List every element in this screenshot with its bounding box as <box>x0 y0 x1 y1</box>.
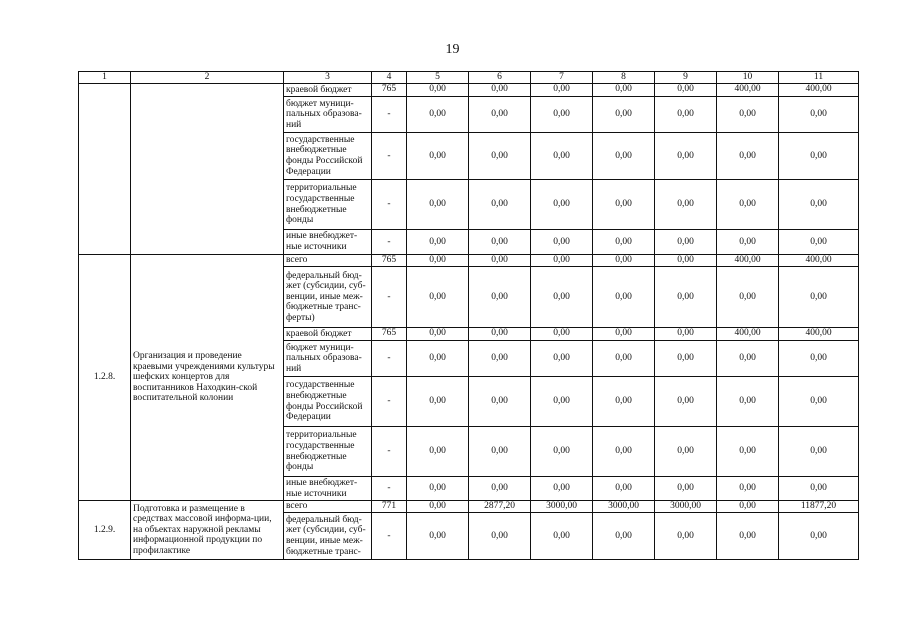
amount-cell: 0,00 <box>717 501 779 513</box>
amount-cell: 0,00 <box>655 255 717 267</box>
funding-source: бюджет муници-пальных образова-ний <box>284 97 372 133</box>
amount-cell: 400,00 <box>779 84 859 97</box>
amount-cell: 0,00 <box>717 180 779 230</box>
budget-code: - <box>372 513 407 560</box>
column-number: 9 <box>655 72 717 84</box>
amount-cell: 0,00 <box>469 377 531 427</box>
amount-cell: 0,00 <box>655 341 717 377</box>
item-number <box>79 84 131 255</box>
amount-cell: 400,00 <box>779 255 859 267</box>
column-number: 1 <box>79 72 131 84</box>
amount-cell: 0,00 <box>531 377 593 427</box>
amount-cell: 0,00 <box>779 97 859 133</box>
amount-cell: 0,00 <box>469 341 531 377</box>
amount-cell: 3000,00 <box>531 501 593 513</box>
funding-source: краевой бюджет <box>284 84 372 97</box>
amount-cell: 0,00 <box>655 427 717 477</box>
budget-code: 765 <box>372 84 407 97</box>
amount-cell: 0,00 <box>407 267 469 328</box>
column-number: 11 <box>779 72 859 84</box>
funding-source: иные внебюджет-ные источники <box>284 230 372 255</box>
budget-code: - <box>372 477 407 501</box>
amount-cell: 0,00 <box>593 427 655 477</box>
amount-cell: 0,00 <box>717 427 779 477</box>
table-row <box>79 501 859 513</box>
amount-cell: 0,00 <box>655 230 717 255</box>
amount-cell: 0,00 <box>407 230 469 255</box>
amount-cell: 0,00 <box>469 328 531 341</box>
funding-source: иные внебюджет-ные источники <box>284 477 372 501</box>
amount-cell: 0,00 <box>469 97 531 133</box>
funding-source: краевой бюджет <box>284 328 372 341</box>
amount-cell: 0,00 <box>655 84 717 97</box>
amount-cell: 0,00 <box>593 477 655 501</box>
amount-cell: 0,00 <box>779 341 859 377</box>
amount-cell: 0,00 <box>407 133 469 180</box>
amount-cell: 0,00 <box>531 255 593 267</box>
amount-cell: 0,00 <box>717 477 779 501</box>
amount-cell: 0,00 <box>593 180 655 230</box>
item-number: 1.2.8. <box>79 255 131 501</box>
amount-cell: 0,00 <box>593 97 655 133</box>
amount-cell: 0,00 <box>407 84 469 97</box>
amount-cell: 0,00 <box>593 341 655 377</box>
amount-cell: 0,00 <box>779 513 859 560</box>
amount-cell: 0,00 <box>593 133 655 180</box>
budget-code: - <box>372 341 407 377</box>
item-title: Подготовка и размещение в средствах массовой информа-ции, на объектах наружной рекламы информационной продукции по профилактике <box>131 501 284 560</box>
amount-cell: 400,00 <box>717 255 779 267</box>
amount-cell: 0,00 <box>779 133 859 180</box>
budget-code: - <box>372 377 407 427</box>
column-number: 8 <box>593 72 655 84</box>
amount-cell: 0,00 <box>593 267 655 328</box>
amount-cell: 0,00 <box>407 377 469 427</box>
amount-cell: 0,00 <box>655 267 717 328</box>
amount-cell: 0,00 <box>407 513 469 560</box>
amount-cell: 0,00 <box>407 477 469 501</box>
column-number: 5 <box>407 72 469 84</box>
amount-cell: 400,00 <box>717 84 779 97</box>
amount-cell: 0,00 <box>779 180 859 230</box>
column-number: 3 <box>284 72 372 84</box>
amount-cell: 0,00 <box>655 180 717 230</box>
amount-cell: 0,00 <box>531 341 593 377</box>
amount-cell: 11877,20 <box>779 501 859 513</box>
budget-code: 765 <box>372 328 407 341</box>
amount-cell: 0,00 <box>655 328 717 341</box>
amount-cell: 0,00 <box>593 328 655 341</box>
amount-cell: 0,00 <box>593 255 655 267</box>
column-number: 2 <box>131 72 284 84</box>
amount-cell: 0,00 <box>407 501 469 513</box>
funding-source: территориальные государственные внебюджетные фонды <box>284 180 372 230</box>
amount-cell: 3000,00 <box>655 501 717 513</box>
amount-cell: 0,00 <box>717 267 779 328</box>
amount-cell: 0,00 <box>531 328 593 341</box>
amount-cell: 0,00 <box>779 267 859 328</box>
item-number: 1.2.9. <box>79 501 131 560</box>
amount-cell: 0,00 <box>469 84 531 97</box>
budget-code: - <box>372 267 407 328</box>
amount-cell: 0,00 <box>655 133 717 180</box>
funding-source: государственные внебюджетные фонды Российской Федерации <box>284 377 372 427</box>
item-title <box>131 84 284 255</box>
column-number: 10 <box>717 72 779 84</box>
funding-source: государственные внебюджетные фонды Российской Федерации <box>284 133 372 180</box>
amount-cell: 0,00 <box>469 180 531 230</box>
funding-source: территориальные государственные внебюджетные фонды <box>284 427 372 477</box>
amount-cell: 0,00 <box>593 377 655 427</box>
amount-cell: 0,00 <box>717 377 779 427</box>
amount-cell: 0,00 <box>779 427 859 477</box>
amount-cell: 0,00 <box>469 513 531 560</box>
amount-cell: 0,00 <box>469 133 531 180</box>
amount-cell: 0,00 <box>593 84 655 97</box>
amount-cell: 0,00 <box>407 97 469 133</box>
table-row <box>79 255 859 267</box>
amount-cell: 0,00 <box>531 180 593 230</box>
amount-cell: 0,00 <box>469 427 531 477</box>
amount-cell: 0,00 <box>717 513 779 560</box>
funding-source: бюджет муници-пальных образова-ний <box>284 341 372 377</box>
budget-code: 771 <box>372 501 407 513</box>
amount-cell: 0,00 <box>531 267 593 328</box>
amount-cell: 0,00 <box>779 377 859 427</box>
page-number: 19 <box>445 42 460 57</box>
amount-cell: 0,00 <box>531 133 593 180</box>
column-number-row <box>79 72 859 84</box>
funding-source: всего <box>284 501 372 513</box>
amount-cell: 0,00 <box>407 427 469 477</box>
amount-cell: 0,00 <box>407 328 469 341</box>
amount-cell: 0,00 <box>593 230 655 255</box>
amount-cell: 0,00 <box>531 230 593 255</box>
budget-code: - <box>372 133 407 180</box>
budget-code: - <box>372 97 407 133</box>
funding-source: всего <box>284 255 372 267</box>
amount-cell: 0,00 <box>531 477 593 501</box>
amount-cell: 0,00 <box>717 133 779 180</box>
amount-cell: 0,00 <box>531 97 593 133</box>
column-number: 6 <box>469 72 531 84</box>
column-number: 7 <box>531 72 593 84</box>
amount-cell: 0,00 <box>717 341 779 377</box>
budget-code: 765 <box>372 255 407 267</box>
item-title: Организация и проведение краевыми учреждениями культуры шефских концертов для воспитанников Находкин-ской воспитательной колонии <box>131 255 284 501</box>
amount-cell: 0,00 <box>407 341 469 377</box>
amount-cell: 0,00 <box>779 230 859 255</box>
amount-cell: 0,00 <box>655 97 717 133</box>
amount-cell: 0,00 <box>717 230 779 255</box>
amount-cell: 0,00 <box>531 427 593 477</box>
amount-cell: 0,00 <box>531 84 593 97</box>
amount-cell: 0,00 <box>407 255 469 267</box>
amount-cell: 0,00 <box>469 477 531 501</box>
amount-cell: 2877,20 <box>469 501 531 513</box>
amount-cell: 0,00 <box>655 377 717 427</box>
amount-cell: 0,00 <box>655 513 717 560</box>
amount-cell: 0,00 <box>469 230 531 255</box>
amount-cell: 0,00 <box>593 513 655 560</box>
amount-cell: 0,00 <box>407 180 469 230</box>
funding-source: федеральный бюд-жет (субсидии, суб-венции, иные меж-бюджетные транс- <box>284 513 372 560</box>
budget-code: - <box>372 230 407 255</box>
amount-cell: 0,00 <box>655 477 717 501</box>
amount-cell: 400,00 <box>717 328 779 341</box>
budget-table <box>78 71 859 560</box>
budget-code: - <box>372 180 407 230</box>
amount-cell: 3000,00 <box>593 501 655 513</box>
budget-code: - <box>372 427 407 477</box>
funding-source: федеральный бюд-жет (субсидии, суб-венции, иные меж-бюджетные транс-ферты) <box>284 267 372 328</box>
amount-cell: 0,00 <box>779 477 859 501</box>
amount-cell: 0,00 <box>469 255 531 267</box>
amount-cell: 0,00 <box>469 267 531 328</box>
column-number: 4 <box>372 72 407 84</box>
amount-cell: 0,00 <box>717 97 779 133</box>
amount-cell: 400,00 <box>779 328 859 341</box>
table-row <box>79 84 859 97</box>
amount-cell: 0,00 <box>531 513 593 560</box>
